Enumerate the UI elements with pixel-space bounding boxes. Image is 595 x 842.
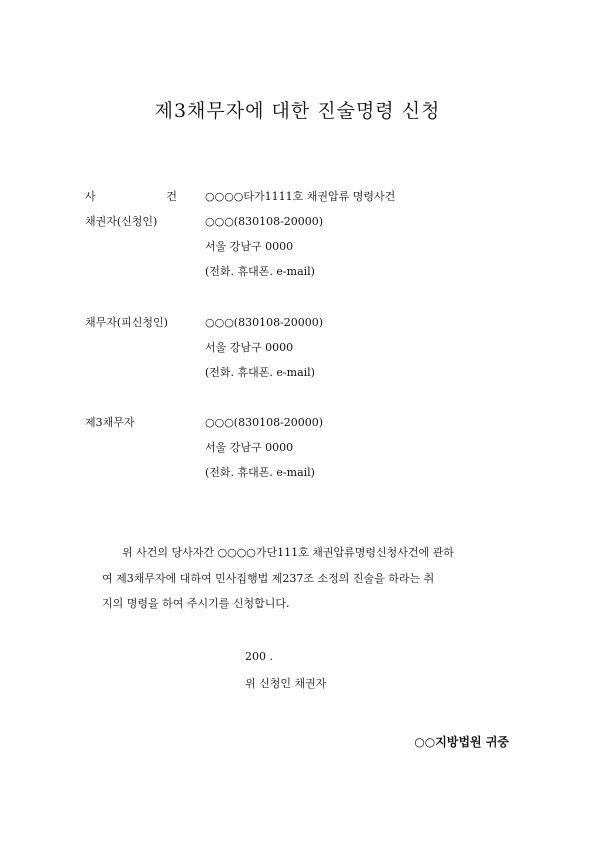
creditor-name: ○○○(830108-20000): [205, 215, 324, 228]
debtor-contact: (전화. 휴대폰. e-mail): [205, 366, 315, 379]
case-label-char-2: 건: [166, 190, 177, 203]
signer-line: 위 신청인 채권자: [245, 677, 327, 690]
creditor-address: 서울 강남구 0000: [205, 240, 294, 253]
creditor-contact: (전화. 휴대폰. e-mail): [205, 265, 315, 278]
debtor-label: 채무자(피신청인): [85, 316, 168, 329]
court-addressee: ○○지방법원 귀중: [414, 735, 509, 749]
third-debtor-name: ○○○(830108-20000): [205, 416, 324, 429]
third-debtor-label: 제3채무자: [85, 416, 135, 429]
debtor-name: ○○○(830108-20000): [205, 316, 324, 329]
third-debtor-address: 서울 강남구 0000: [205, 441, 294, 454]
request-line-1: 위 사건의 당사자간 ○○○○가단111호 채권압류명령신청사건에 관하: [122, 546, 454, 559]
document-title: 제3채무자에 대한 진술명령 신청: [154, 100, 441, 122]
debtor-address: 서울 강남구 0000: [205, 341, 294, 354]
request-line-3: 지의 명령을 하여 주시기를 신청합니다.: [102, 597, 290, 610]
case-label-char-1: 사: [85, 190, 96, 203]
case-value: ○○○○타가1111호 채권압류 명령사건: [205, 190, 396, 203]
request-line-2: 여 제3채무자에 대하여 민사집행법 제237조 소정의 진술을 하라는 취: [102, 572, 435, 585]
case-label: [85, 190, 177, 204]
date-line: 200 .: [245, 650, 273, 663]
third-debtor-contact: (전화. 휴대폰. e-mail): [205, 466, 315, 479]
creditor-label: 채권자(신청인): [85, 215, 158, 228]
